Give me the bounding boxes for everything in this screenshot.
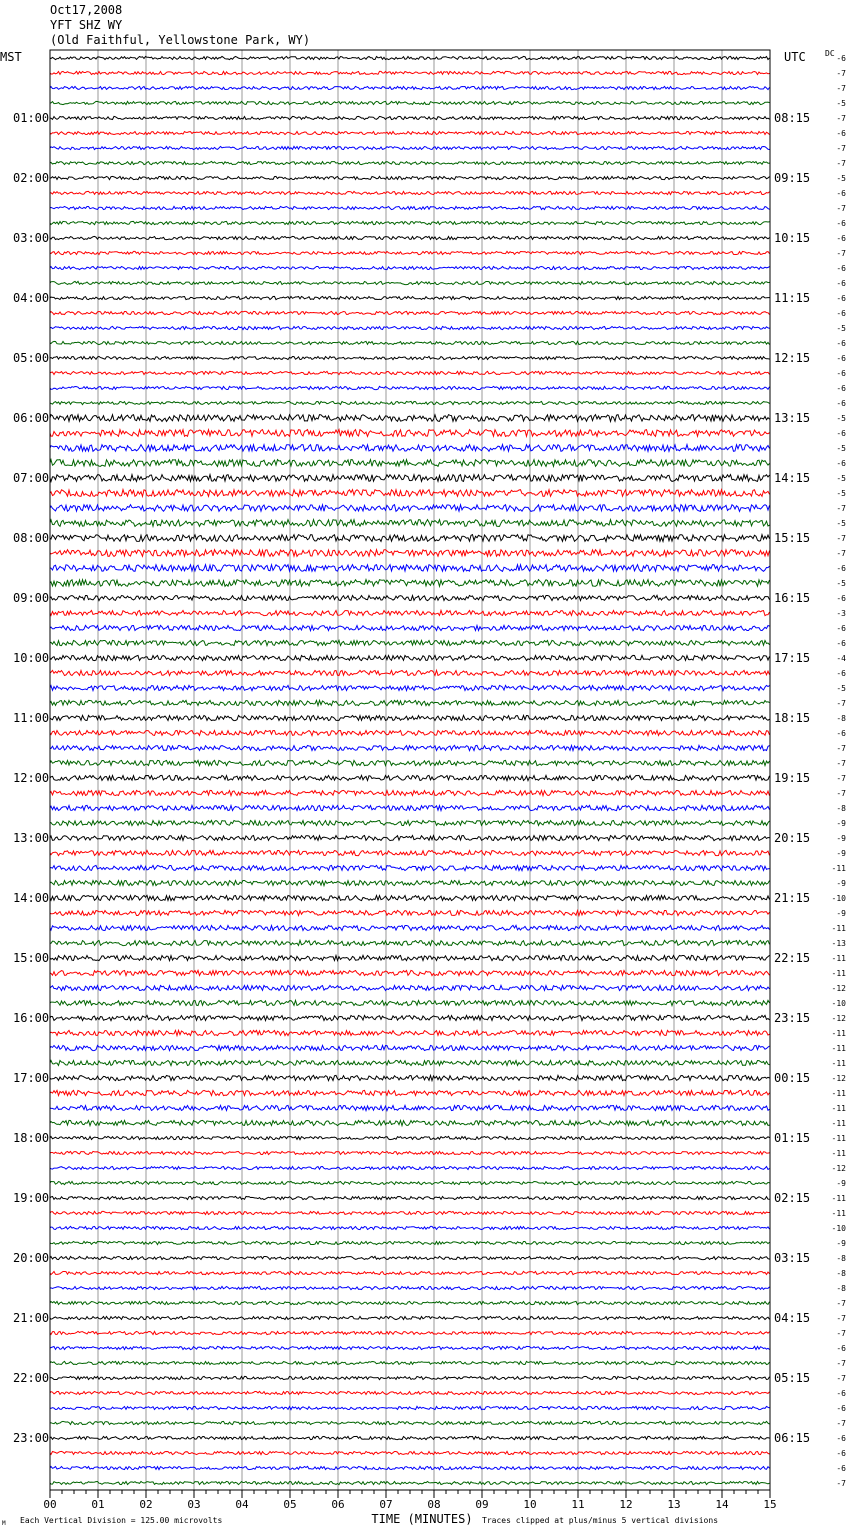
- seismic-trace: [50, 1060, 770, 1065]
- mst-hour-label: 01:00: [13, 111, 50, 125]
- seismic-trace: [50, 86, 770, 89]
- seismic-trace: [50, 700, 770, 705]
- x-tick-label: 12: [619, 1498, 633, 1511]
- footer-scale-note: Each Vertical Division = 125.00 microvolts: [20, 1516, 223, 1525]
- seismic-trace: [50, 1256, 770, 1259]
- seismic-trace: [50, 940, 770, 945]
- x-tick-label: 06: [331, 1498, 345, 1511]
- dc-offset-label: -6: [836, 594, 846, 603]
- seismic-trace: [50, 836, 770, 841]
- seismic-trace: [50, 790, 770, 795]
- seismic-trace: [50, 1226, 770, 1229]
- dc-offset-label: -11: [831, 1029, 846, 1038]
- utc-hour-label: 23:15: [774, 1011, 811, 1025]
- dc-offset-label: -11: [831, 1044, 846, 1053]
- utc-hour-label: 14:15: [774, 471, 811, 485]
- seismic-trace: [50, 1075, 770, 1080]
- seismic-trace: [50, 206, 770, 209]
- dc-offset-label: -11: [831, 1104, 846, 1113]
- mst-hour-label: 03:00: [13, 231, 50, 245]
- dc-offset-label: -13: [831, 939, 846, 948]
- seismic-trace: [50, 236, 770, 239]
- dc-offset-label: -11: [831, 954, 846, 963]
- dc-offset-label: -6: [836, 219, 846, 228]
- utc-hour-label: 20:15: [774, 831, 811, 845]
- seismic-trace: [50, 610, 770, 615]
- mst-hour-label: 04:00: [13, 291, 50, 305]
- seismic-trace: [50, 1196, 770, 1199]
- seismic-trace: [50, 895, 770, 900]
- seismic-trace: [50, 386, 770, 389]
- dc-offset-label: -9: [836, 834, 846, 843]
- dc-offset-label: -7: [836, 744, 846, 753]
- dc-offset-label: -12: [831, 1074, 846, 1083]
- utc-hour-label: 13:15: [774, 411, 811, 425]
- dc-offset-label: -11: [831, 969, 846, 978]
- seismic-trace: [50, 1015, 770, 1020]
- dc-offset-label: -7: [836, 1299, 846, 1308]
- dc-offset-label: -6: [836, 279, 846, 288]
- dc-offset-label: -6: [836, 1434, 846, 1443]
- dc-offset-label: -5: [836, 99, 846, 108]
- seismic-trace: [50, 161, 770, 164]
- seismic-trace: [50, 1286, 770, 1289]
- dc-offset-label: -6: [836, 1389, 846, 1398]
- x-tick-label: 02: [139, 1498, 153, 1511]
- seismic-trace: [50, 1045, 770, 1050]
- x-tick-label: 04: [235, 1498, 249, 1511]
- mst-hour-label: 06:00: [13, 411, 50, 425]
- dc-offset-label: -9: [836, 1239, 846, 1248]
- utc-hour-label: 08:15: [774, 111, 811, 125]
- seismic-trace: [50, 910, 770, 915]
- utc-hour-label: 02:15: [774, 1191, 811, 1205]
- x-tick-label: 05: [283, 1498, 297, 1511]
- seismic-trace: [50, 116, 770, 119]
- dc-offset-label: -7: [836, 1359, 846, 1368]
- seismic-trace: [50, 625, 770, 630]
- mst-hour-label: 11:00: [13, 711, 50, 725]
- x-tick-label: 14: [715, 1498, 729, 1511]
- station-name: YFT SHZ WY: [50, 18, 123, 32]
- seismic-trace: [50, 550, 770, 557]
- dc-offset-label: -11: [831, 1194, 846, 1203]
- dc-offset-label: -11: [831, 924, 846, 933]
- dc-offset-label: -7: [836, 789, 846, 798]
- dc-offset-label: -5: [836, 444, 846, 453]
- x-tick-label: 15: [763, 1498, 777, 1511]
- seismic-trace: [50, 1436, 770, 1439]
- dc-offset-label: -7: [836, 759, 846, 768]
- dc-offset-label: -7: [836, 1374, 846, 1383]
- x-axis-title: TIME (MINUTES): [371, 1512, 473, 1526]
- seismic-trace: [50, 1030, 770, 1035]
- seismic-trace: [50, 1406, 770, 1409]
- seismic-trace: [50, 535, 770, 542]
- trace-lines: [50, 56, 770, 1484]
- seismic-trace: [50, 356, 770, 359]
- seismic-trace: [50, 1346, 770, 1349]
- seismic-trace: [50, 1000, 770, 1005]
- dc-offset-label: -6: [836, 1344, 846, 1353]
- dc-offset-label: -7: [836, 204, 846, 213]
- utc-hour-label: 21:15: [774, 891, 811, 905]
- dc-label: DC: [825, 49, 835, 58]
- x-tick-label: 13: [667, 1498, 681, 1511]
- dc-offset-label: -6: [836, 669, 846, 678]
- dc-offset-label: -7: [836, 1479, 846, 1488]
- seismic-trace: [50, 191, 770, 194]
- seismic-trace: [50, 401, 770, 404]
- dc-offset-label: -6: [836, 384, 846, 393]
- dc-offset-label: -6: [836, 1464, 846, 1473]
- utc-hour-label: 05:15: [774, 1371, 811, 1385]
- x-tick-label: 01: [91, 1498, 105, 1511]
- seismic-trace: [50, 565, 770, 572]
- dc-offset-label: -7: [836, 159, 846, 168]
- mst-hour-label: 05:00: [13, 351, 50, 365]
- dc-offset-label: -5: [836, 174, 846, 183]
- seismic-trace: [50, 865, 770, 870]
- dc-offset-label: -3: [836, 609, 846, 618]
- utc-hour-label: 09:15: [774, 171, 811, 185]
- x-tick-label: 08: [427, 1498, 441, 1511]
- seismic-trace: [50, 880, 770, 885]
- seismic-trace: [50, 490, 770, 497]
- x-tick-label: 03: [187, 1498, 201, 1511]
- seismic-trace: [50, 1151, 770, 1154]
- dc-offset-label: -11: [831, 1089, 846, 1098]
- seismic-trace: [50, 850, 770, 855]
- dc-offset-label: -7: [836, 144, 846, 153]
- mst-hour-label: 07:00: [13, 471, 50, 485]
- dc-offset-label: -6: [836, 354, 846, 363]
- dc-offset-label: -11: [831, 1134, 846, 1143]
- seismic-trace: [50, 1451, 770, 1454]
- seismic-trace: [50, 670, 770, 675]
- dc-offset-label: -7: [836, 534, 846, 543]
- seismic-trace: [50, 1316, 770, 1319]
- dc-offset-label: -5: [836, 489, 846, 498]
- seismic-trace: [50, 1211, 770, 1214]
- seismic-trace: [50, 56, 770, 59]
- seismic-trace: [50, 715, 770, 720]
- dc-offset-label: -7: [836, 84, 846, 93]
- dc-offset-label: -4: [836, 654, 846, 663]
- dc-offset-label: -5: [836, 519, 846, 528]
- mst-hour-label: 16:00: [13, 1011, 50, 1025]
- mst-hour-label: 17:00: [13, 1071, 50, 1085]
- mst-hour-label: 02:00: [13, 171, 50, 185]
- dc-offset-label: -6: [836, 564, 846, 573]
- dc-offset-label: -8: [836, 1284, 846, 1293]
- seismic-trace: [50, 1166, 770, 1169]
- x-tick-label: 00: [43, 1498, 57, 1511]
- seismic-trace: [50, 805, 770, 810]
- seismic-trace: [50, 745, 770, 750]
- utc-hour-label: 06:15: [774, 1431, 811, 1445]
- dc-offset-label: -9: [836, 909, 846, 918]
- seismic-trace: [50, 1361, 770, 1364]
- mst-hour-label: 18:00: [13, 1131, 50, 1145]
- seismic-trace: [50, 251, 770, 254]
- utc-hour-label: 16:15: [774, 591, 811, 605]
- mst-hour-label: 19:00: [13, 1191, 50, 1205]
- dc-offset-label: -6: [836, 369, 846, 378]
- dc-offset-label: -10: [831, 894, 846, 903]
- seismic-trace: [50, 460, 770, 467]
- dc-offset-label: -5: [836, 474, 846, 483]
- mst-hour-label: 09:00: [13, 591, 50, 605]
- time-axis: [43, 1490, 776, 1511]
- seismic-trace: [50, 445, 770, 452]
- seismic-trace: [50, 820, 770, 825]
- seismic-trace: [50, 430, 770, 437]
- utc-hour-label: 00:15: [774, 1071, 811, 1085]
- seismic-trace: [50, 1481, 770, 1484]
- dc-offset-label: -10: [831, 999, 846, 1008]
- dc-offset-label: -7: [836, 1329, 846, 1338]
- utc-label: UTC: [784, 50, 806, 64]
- dc-offset-label: -8: [836, 1269, 846, 1278]
- mst-label: MST: [0, 50, 22, 64]
- x-tick-label: 10: [523, 1498, 537, 1511]
- utc-hour-label: 19:15: [774, 771, 811, 785]
- dc-offset-label: -7: [836, 1314, 846, 1323]
- dc-offset-label: -5: [836, 579, 846, 588]
- dc-offset-label: -9: [836, 1179, 846, 1188]
- dc-offset-label: -11: [831, 1209, 846, 1218]
- utc-hour-label: 15:15: [774, 531, 811, 545]
- footer-clip-note: Traces clipped at plus/minus 5 vertical divisions: [482, 1516, 719, 1525]
- dc-offset-label: -5: [836, 324, 846, 333]
- seismic-trace: [50, 1241, 770, 1244]
- dc-offset-label: -10: [831, 1224, 846, 1233]
- dc-offset-label: -7: [836, 699, 846, 708]
- dc-offset-label: -6: [836, 624, 846, 633]
- dc-offset-label: -6: [836, 264, 846, 273]
- utc-hour-label: 03:15: [774, 1251, 811, 1265]
- seismic-trace: [50, 985, 770, 990]
- mst-hour-label: 22:00: [13, 1371, 50, 1385]
- dc-offset-label: -6: [836, 129, 846, 138]
- mst-hour-label: 12:00: [13, 771, 50, 785]
- mst-hour-label: 14:00: [13, 891, 50, 905]
- seismic-trace: [50, 1376, 770, 1379]
- seismic-trace: [50, 415, 770, 422]
- seismic-trace: [50, 685, 770, 690]
- seismic-trace: [50, 1331, 770, 1334]
- dc-offset-label: -12: [831, 1014, 846, 1023]
- seismic-trace: [50, 1466, 770, 1469]
- seismic-trace: [50, 326, 770, 329]
- dc-offset-label: -6: [836, 54, 846, 63]
- seismic-trace: [50, 1105, 770, 1110]
- seismic-trace: [50, 655, 770, 660]
- mst-hour-label: 23:00: [13, 1431, 50, 1445]
- seismic-trace: [50, 1181, 770, 1184]
- x-tick-label: 11: [571, 1498, 585, 1511]
- mst-hour-label: 20:00: [13, 1251, 50, 1265]
- dc-offset-label: -7: [836, 69, 846, 78]
- dc-offset-label: -6: [836, 459, 846, 468]
- dc-offset-label: -6: [836, 399, 846, 408]
- seismic-trace: [50, 101, 770, 104]
- seismic-trace: [50, 1301, 770, 1304]
- mst-hour-labels: [13, 111, 49, 1445]
- dc-offset-label: -9: [836, 849, 846, 858]
- dc-offset-label: -6: [836, 1404, 846, 1413]
- utc-hour-label: 18:15: [774, 711, 811, 725]
- dc-offset-label: -8: [836, 804, 846, 813]
- seismic-trace: [50, 505, 770, 512]
- seismic-trace: [50, 760, 770, 765]
- seismic-trace: [50, 475, 770, 482]
- dc-offset-label: -5: [836, 414, 846, 423]
- plot-date: Oct17,2008: [50, 3, 123, 17]
- seismic-trace: [50, 131, 770, 134]
- utc-hour-label: 04:15: [774, 1311, 811, 1325]
- station-location: (Old Faithful, Yellowstone Park, WY): [50, 33, 311, 47]
- dc-offset-label: -6: [836, 339, 846, 348]
- seismic-trace: [50, 1271, 770, 1274]
- seismic-trace: [50, 371, 770, 374]
- seismic-trace: [50, 925, 770, 930]
- seismic-trace: [50, 341, 770, 344]
- seismic-trace: [50, 640, 770, 645]
- utc-hour-label: 11:15: [774, 291, 811, 305]
- dc-offset-label: -9: [836, 879, 846, 888]
- dc-offset-label: -7: [836, 549, 846, 558]
- dc-offset-label: -6: [836, 729, 846, 738]
- footer-mark: M: [2, 1520, 6, 1527]
- seismic-trace: [50, 970, 770, 975]
- dc-offset-label: -6: [836, 294, 846, 303]
- dc-offset-label: -12: [831, 984, 846, 993]
- dc-offset-label: -9: [836, 819, 846, 828]
- dc-offset-label: -6: [836, 429, 846, 438]
- utc-hour-label: 10:15: [774, 231, 811, 245]
- x-tick-label: 09: [475, 1498, 489, 1511]
- seismic-trace: [50, 221, 770, 224]
- seismic-trace: [50, 730, 770, 735]
- seismic-trace: [50, 71, 770, 74]
- dc-offset-label: -11: [831, 1059, 846, 1068]
- mst-hour-label: 15:00: [13, 951, 50, 965]
- dc-offset-label: -7: [836, 249, 846, 258]
- seismic-trace: [50, 775, 770, 780]
- dc-offset-label: -7: [836, 114, 846, 123]
- seismic-trace: [50, 955, 770, 960]
- utc-hour-label: 22:15: [774, 951, 811, 965]
- dc-offset-labels: [832, 54, 847, 1488]
- utc-hour-labels: [774, 111, 810, 1445]
- seismic-trace: [50, 580, 770, 587]
- utc-hour-label: 01:15: [774, 1131, 811, 1145]
- seismic-trace: [50, 1090, 770, 1095]
- dc-offset-label: -6: [836, 189, 846, 198]
- seismic-trace: [50, 1136, 770, 1139]
- seismic-trace: [50, 176, 770, 179]
- dc-offset-label: -6: [836, 639, 846, 648]
- seismic-trace: [50, 1391, 770, 1394]
- seismic-trace: [50, 520, 770, 527]
- dc-offset-label: -11: [831, 864, 846, 873]
- utc-hour-label: 17:15: [774, 651, 811, 665]
- dc-offset-label: -11: [831, 1119, 846, 1128]
- seismic-trace: [50, 595, 770, 600]
- seismic-trace: [50, 146, 770, 149]
- mst-hour-label: 21:00: [13, 1311, 50, 1325]
- dc-offset-label: -7: [836, 1419, 846, 1428]
- mst-hour-label: 10:00: [13, 651, 50, 665]
- mst-hour-label: 13:00: [13, 831, 50, 845]
- seismic-trace: [50, 296, 770, 299]
- dc-offset-label: -12: [831, 1164, 846, 1173]
- seismic-trace: [50, 1421, 770, 1424]
- dc-offset-label: -7: [836, 504, 846, 513]
- dc-offset-label: -8: [836, 714, 846, 723]
- dc-offset-label: -6: [836, 309, 846, 318]
- seismic-trace: [50, 311, 770, 314]
- mst-hour-label: 08:00: [13, 531, 50, 545]
- dc-offset-label: -8: [836, 1254, 846, 1263]
- utc-hour-label: 12:15: [774, 351, 811, 365]
- seismic-trace: [50, 1120, 770, 1125]
- dc-offset-label: -6: [836, 1449, 846, 1458]
- dc-offset-label: -6: [836, 234, 846, 243]
- dc-offset-label: -5: [836, 684, 846, 693]
- x-tick-label: 07: [379, 1498, 393, 1511]
- dc-offset-label: -11: [831, 1149, 846, 1158]
- seismic-trace: [50, 266, 770, 269]
- dc-offset-label: -7: [836, 774, 846, 783]
- seismic-trace: [50, 281, 770, 284]
